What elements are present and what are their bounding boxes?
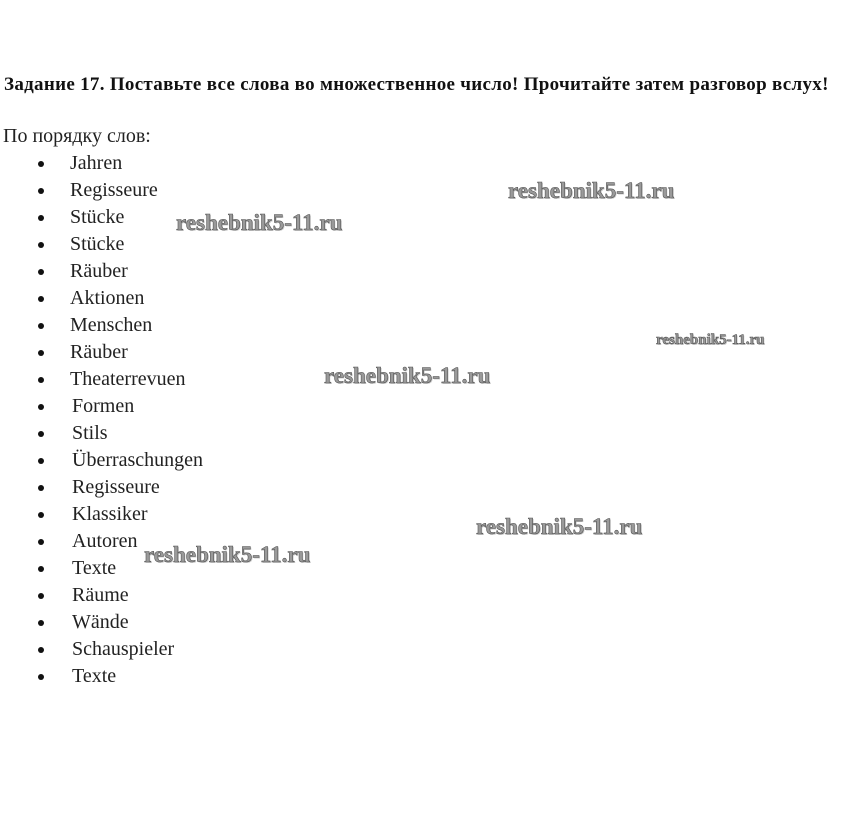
list-item: Menschen <box>0 312 203 339</box>
list-item: Klassiker <box>0 501 203 528</box>
list-item: Regisseure <box>0 177 203 204</box>
list-item: Texte <box>0 663 203 690</box>
list-item: Formen <box>0 393 203 420</box>
list-item: Jahren <box>0 150 203 177</box>
list-item: Räuber <box>0 258 203 285</box>
list-item: Stils <box>0 420 203 447</box>
watermark: reshebnik5-11.ru <box>476 514 643 539</box>
list-item: Räuber <box>0 339 203 366</box>
list-item: Stücke <box>0 231 203 258</box>
list-item: Schauspieler <box>0 636 203 663</box>
list-item: Regisseure <box>0 474 203 501</box>
task-header: Задание 17. Поставьте все слова во множественное число! Прочитайте затем разговор вслух! <box>4 74 829 95</box>
watermark: reshebnik5-11.ru <box>656 332 765 348</box>
watermark: reshebnik5-11.ru <box>176 210 343 235</box>
list-item: Texte <box>0 555 203 582</box>
intro-text: По порядку слов: <box>3 125 151 147</box>
watermark: reshebnik5-11.ru <box>324 363 491 388</box>
answer-word-list <box>0 150 203 690</box>
list-item: Aktionen <box>0 285 203 312</box>
list-item: Autoren <box>0 528 203 555</box>
watermark: reshebnik5-11.ru <box>508 178 675 203</box>
list-item: Räume <box>0 582 203 609</box>
list-item: Wände <box>0 609 203 636</box>
list-item: Stücke <box>0 204 203 231</box>
watermark: reshebnik5-11.ru <box>144 542 311 567</box>
list-item: Überraschungen <box>0 447 203 474</box>
list-item: Theaterrevuen <box>0 366 203 393</box>
